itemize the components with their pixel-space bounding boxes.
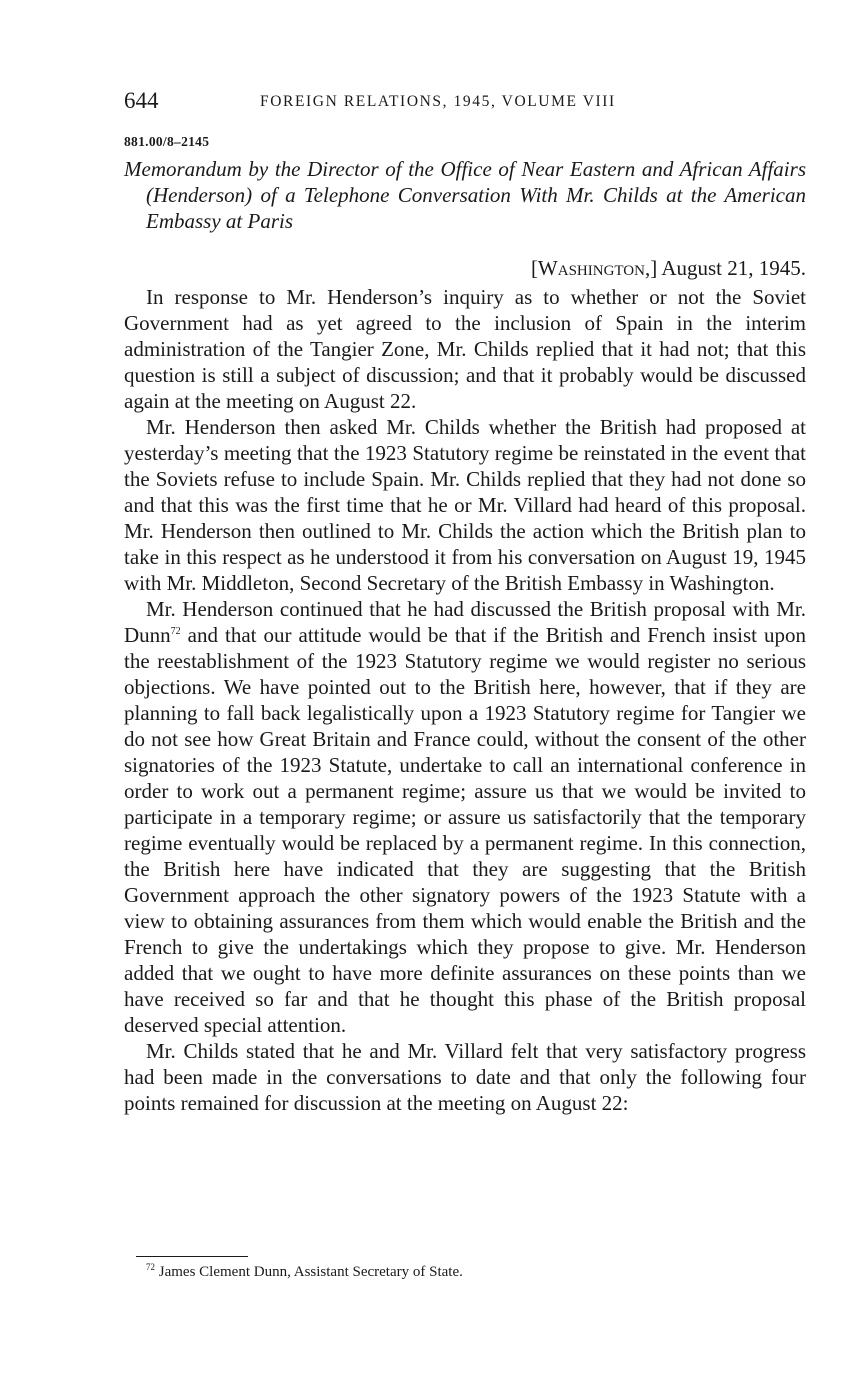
memorandum-body bbox=[124, 284, 806, 1116]
paragraph-2: Mr. Henderson then asked Mr. Childs whether the British had proposed at yesterday’s meeting that the 1923 Statutory regime be reinstated in the event that the Soviets refuse to include Spain. Mr. Childs replied that they had not done so and that this was the first time that he or Mr. Villard had heard of this proposal. Mr. Henderson then outlined to Mr. Childs the action which the British plan to take in this respect as he understood it from his conversation on August 19, 1945 with Mr. Middleton, Second Secretary of the British Embassy in Washington. bbox=[124, 415, 806, 595]
dateline-date: August 21, 1945. bbox=[661, 256, 806, 280]
dateline-place: [Washington,] bbox=[530, 256, 658, 280]
paragraph-4: Mr. Childs stated that he and Mr. Villard felt that very satisfactory progress had been made in the conversations to date and that only the following four points remained for discussion at the meeting on August 22: bbox=[124, 1039, 806, 1115]
footnote-divider bbox=[136, 1256, 248, 1257]
footnote bbox=[146, 1264, 463, 1281]
paragraph-1: In response to Mr. Henderson’s inquiry as to whether or not the Soviet Government had as yet agreed to the inclusion of Spain in the interim administration of the Tangier Zone, Mr. Childs replied that it had not; that this question is still a subject of discussion; and that it probably would be discussed again at the meeting on August 22. bbox=[124, 285, 806, 413]
paragraph-3-rest: and that our attitude would be that if the British and French insist upon the reestablishment of the 1923 Statutory regime we would register no serious objections. We have pointed out to the British here, however, that if they are planning to fall back legalistically upon a 1923 Statutory regime for Tangier we do not see how Great Britain and France could, without the consent of the other signatories of the 1923 Statute, undertake to call an international conference in order to work out a permanent regime; assure us that we would be invited to participate in a temporary regime; or assure us satisfactorily that the temporary regime eventually would be replaced by a permanent regime. In this connection, the British here have indicated that they are suggesting that the British Government approach the other signatory powers of the 1923 Statute with a view to obtaining assurances from them which would enable the British and the French to give the undertakings which they propose to give. Mr. Henderson added that we ought to have more definite assurances on these points than we have received so far and that he thought this phase of the British proposal deserved special attention. bbox=[124, 623, 806, 1037]
footnote-text: James Clement Dunn, Assistant Secretary of State. bbox=[158, 1264, 463, 1280]
document-title: Memorandum by the Director of the Office of Near Eastern and African Affairs (Henderson) of a Telephone Conversation With Mr. Childs at the American Embassy at Paris bbox=[124, 157, 806, 233]
paragraph-3-start: Mr. Henderson continued that he had discussed the British proposal with Mr. Dunn bbox=[124, 597, 806, 647]
running-title: FOREIGN RELATIONS, 1945, VOLUME VIII bbox=[260, 93, 616, 110]
running-header bbox=[124, 88, 806, 118]
file-number: 881.00/8–2145 bbox=[124, 134, 210, 149]
footnote-reference[interactable]: 72 bbox=[170, 626, 181, 637]
footnote-marker: 72 bbox=[146, 1262, 155, 1272]
paragraph-3 bbox=[124, 596, 806, 1038]
dateline bbox=[531, 256, 806, 281]
page-number: 644 bbox=[124, 88, 159, 113]
